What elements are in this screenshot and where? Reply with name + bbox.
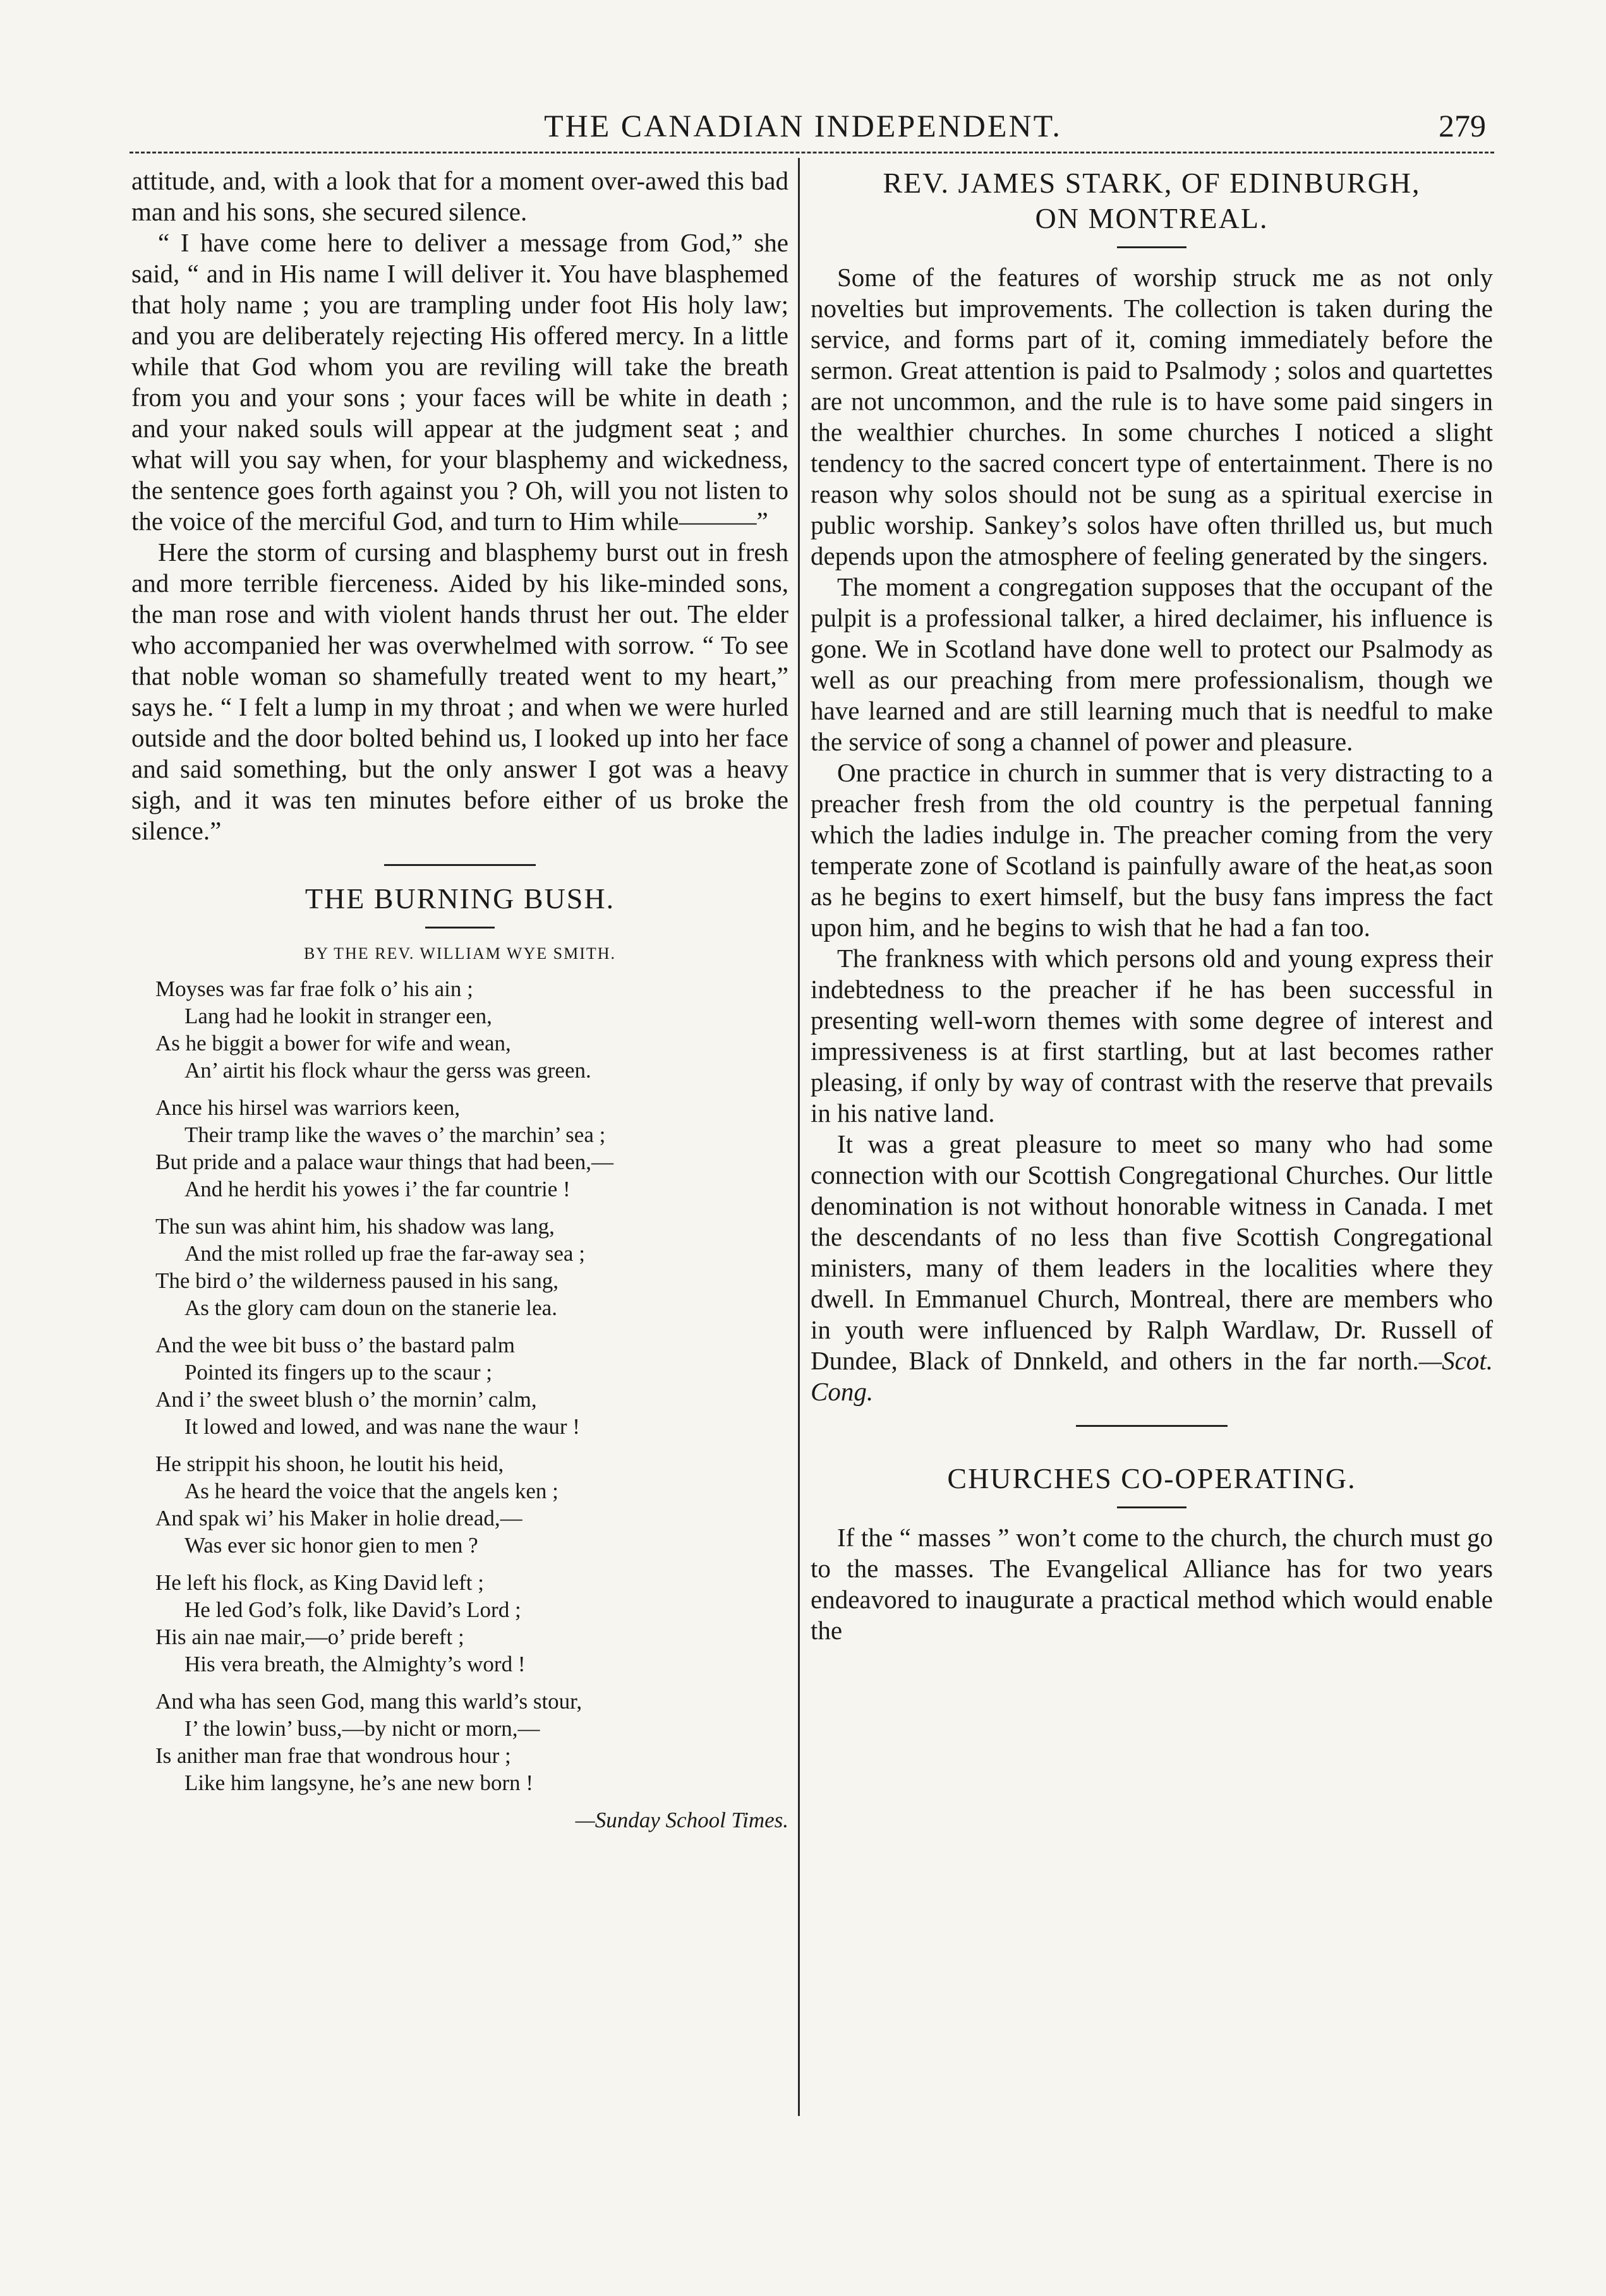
poem-line: It lowed and lowed, and was nane the waur !: [184, 1414, 580, 1439]
poem-line: And i’ the sweet blush o’ the mornin’ calm,: [155, 1387, 537, 1412]
poem-attribution: —Sunday School Times.: [575, 1808, 788, 1832]
poem-line: Lang had he lookit in stranger een,: [184, 1004, 492, 1028]
poem-line: Like him langsyne, he’s ane new born !: [184, 1770, 534, 1795]
poem-stanza: [155, 1094, 788, 1203]
poem-line: And wha has seen God, mang this warld’s stour,: [155, 1689, 583, 1714]
spacer: [811, 1442, 1493, 1461]
poem-byline: BY THE REV. WILLIAM WYE SMITH.: [303, 944, 617, 963]
article-title-line: REV. JAMES STARK, OF EDINBURGH,: [883, 167, 1421, 199]
poem-line: He strippit his shoon, he loutit his heid,: [155, 1452, 504, 1476]
poem: [155, 975, 788, 1796]
poem-stanza: [155, 1213, 788, 1321]
poem-line: His ain nae mair,—o’ pride bereft ;: [155, 1625, 464, 1649]
poem-line: I’ the lowin’ buss,—by nicht or morn,—: [184, 1716, 540, 1741]
left-column: [131, 165, 788, 1834]
article-paragraph: If the “ masses ” won’t come to the church, the church must go to the masses. The Evangelical Alliance has for two years endeavored to inaugurate a practical method which would enable the: [811, 1523, 1493, 1645]
poem-stanza: [155, 1688, 788, 1796]
article-source: —Scot. Cong.: [811, 1346, 1493, 1406]
title-rule: [425, 927, 495, 929]
article-paragraph: The frankness with which persons old and young express their indebtedness to the preacher if he has been successful in presenting well-worn themes with some degree of interest and impressiveness is at first startling, but at last becomes rather pleasing, if only by way of contrast with the reserve that prevails in his native land.: [811, 944, 1493, 1127]
poem-stanza: [155, 1450, 788, 1559]
article-paragraph: One practice in church in summer that is very distracting to a preacher fresh from the old country is the perpetual fanning which the ladies indulge in. The preacher coming from the very temperate zone of Scotland is painfully aware of the heat,as soon as he begins to exert himself, but the busy fans impress the fact upon him, and he begins to wish that he had a fan too.: [811, 758, 1493, 942]
article-paragraph: The moment a congregation supposes that the occupant of the pulpit is a professional talker, a hired declaimer, his influence is gone. We in Scotland have done well to protect our Psalmody as well as our preaching from mere professionalism, though we have learned and are still learning much that is needful to make the service of song a channel of power and pleasure.: [811, 572, 1493, 756]
poem-line: He led God’s folk, like David’s Lord ;: [184, 1597, 521, 1622]
header-rule: [130, 152, 1494, 153]
poem-line: As he heard the voice that the angels ken ;: [184, 1479, 558, 1503]
poem-stanza: [155, 975, 788, 1084]
poem-line: As he biggit a bower for wife and wean,: [155, 1031, 511, 1055]
poem-line: The sun was ahint him, his shadow was lang,: [155, 1214, 555, 1239]
poem-line: His vera breath, the Almighty’s word !: [184, 1652, 526, 1676]
poem-line: Is anither man frae that wondrous hour ;: [155, 1743, 511, 1768]
poem-stanza: [155, 1331, 788, 1440]
article-title-line: ON MONTREAL.: [1035, 202, 1269, 234]
article-paragraph: Some of the features of worship struck me as not only novelties but improvements. The collection is taken during the service, and forms part of it, coming immediately before the sermon. Great attention is paid to Psalmody ; solos and quartettes are not uncommon, and the rule is to have some paid singers in the wealthier churches. In some churches I noticed a slight tendency to the sacred concert type of entertainment. There is no reason why solos should not be sung as a spiritual exercise in public worship. Sankey’s solos have often thrilled us, but much depends upon the atmosphere of feeling generated by the singers.: [811, 263, 1493, 570]
poem-line: Ance his hirsel was warriors keen,: [155, 1095, 461, 1120]
poem-line: And spak wi’ his Maker in holie dread,—: [155, 1506, 522, 1530]
story-paragraph: “ I have come here to deliver a message from God,” she said, “ and in His name I will deliver it. You have blasphemed that holy name ; you are trampling under foot His holy law; and you are deliberately rejecting His offered mercy. In a little while that God whom you are reviling will take the breath from you and your sons ; your faces will be white in death ; and your naked souls will appear at the judgment seat ; and what will you say when, for your blasphemy and wickedness, the sentence goes forth against you ? Oh, will you not listen to the voice of the merciful God, and turn to Him while———”: [131, 228, 788, 536]
article-paragraph-text: It was a great pleasure to meet so many who had some connection with our Scottish Congregational Churches. Our little denomination is not without honorable witness in Canada. I met the descendants of no less than five Scottish Congregational ministers, many of them leaders in the localities where they dwell. In Emmanuel Church, Montreal, there are members who in youth were influenced by Ralph Wardlaw, Dr. Russell of Dundee, Black of Dnnkeld, and others in the far north.: [811, 1129, 1493, 1375]
column-divider: [798, 158, 800, 2116]
poem-line: An’ airtit his flock whaur the gerss was green.: [184, 1058, 591, 1083]
poem-line: But pride and a palace waur things that had been,—: [155, 1150, 614, 1174]
title-rule: [1117, 246, 1186, 248]
article-title: CHURCHES CO-OPERATING.: [947, 1462, 1356, 1494]
poem-title: THE BURNING BUSH.: [305, 882, 615, 915]
article-paragraph: [811, 1129, 1493, 1407]
poem-line: Was ever sic honor gien to men ?: [184, 1533, 478, 1558]
poem-line: And the mist rolled up frae the far-away sea ;: [184, 1241, 585, 1266]
publication-title: THE CANADIAN INDEPENDENT.: [544, 108, 1062, 143]
section-divider: [384, 864, 536, 866]
poem-line: He left his flock, as King David left ;: [155, 1570, 485, 1595]
poem-line: Pointed its fingers up to the scaur ;: [184, 1360, 493, 1385]
page-number: 279: [1439, 108, 1486, 143]
poem-line: And the wee bit buss o’ the bastard palm: [155, 1333, 515, 1357]
story-continuation-paragraph: attitude, and, with a look that for a moment over-awed this bad man and his sons, she secured silence.: [131, 166, 788, 226]
poem-line: And he herdit his yowes i’ the far countrie !: [184, 1177, 571, 1201]
title-rule: [1117, 1506, 1186, 1508]
poem-line: Their tramp like the waves o’ the marchin’ sea ;: [184, 1122, 606, 1147]
poem-stanza: [155, 1569, 788, 1678]
section-divider: [1076, 1425, 1228, 1427]
right-column: [811, 165, 1493, 1646]
poem-line: Moyses was far frae folk o’ his ain ;: [155, 977, 473, 1001]
running-head: [0, 106, 1606, 150]
story-paragraph: Here the storm of cursing and blasphemy burst out in fresh and more terrible fierceness. Aided by his like-minded sons, the man rose and with violent hands thrust her out. The elder who accompanied her was overwhelmed with sorrow. “ To see that noble woman so shamefully treated went to my heart,” says he. “ I felt a lump in my throat ; and when we were hurled outside and the door bolted behind us, I looked up into her face and said something, but the only answer I got was a heavy sigh, and it was ten minutes before either of us broke the silence.”: [131, 538, 788, 845]
poem-line: As the glory cam doun on the stanerie lea.: [184, 1295, 557, 1320]
poem-line: The bird o’ the wilderness paused in his sang,: [155, 1268, 558, 1293]
